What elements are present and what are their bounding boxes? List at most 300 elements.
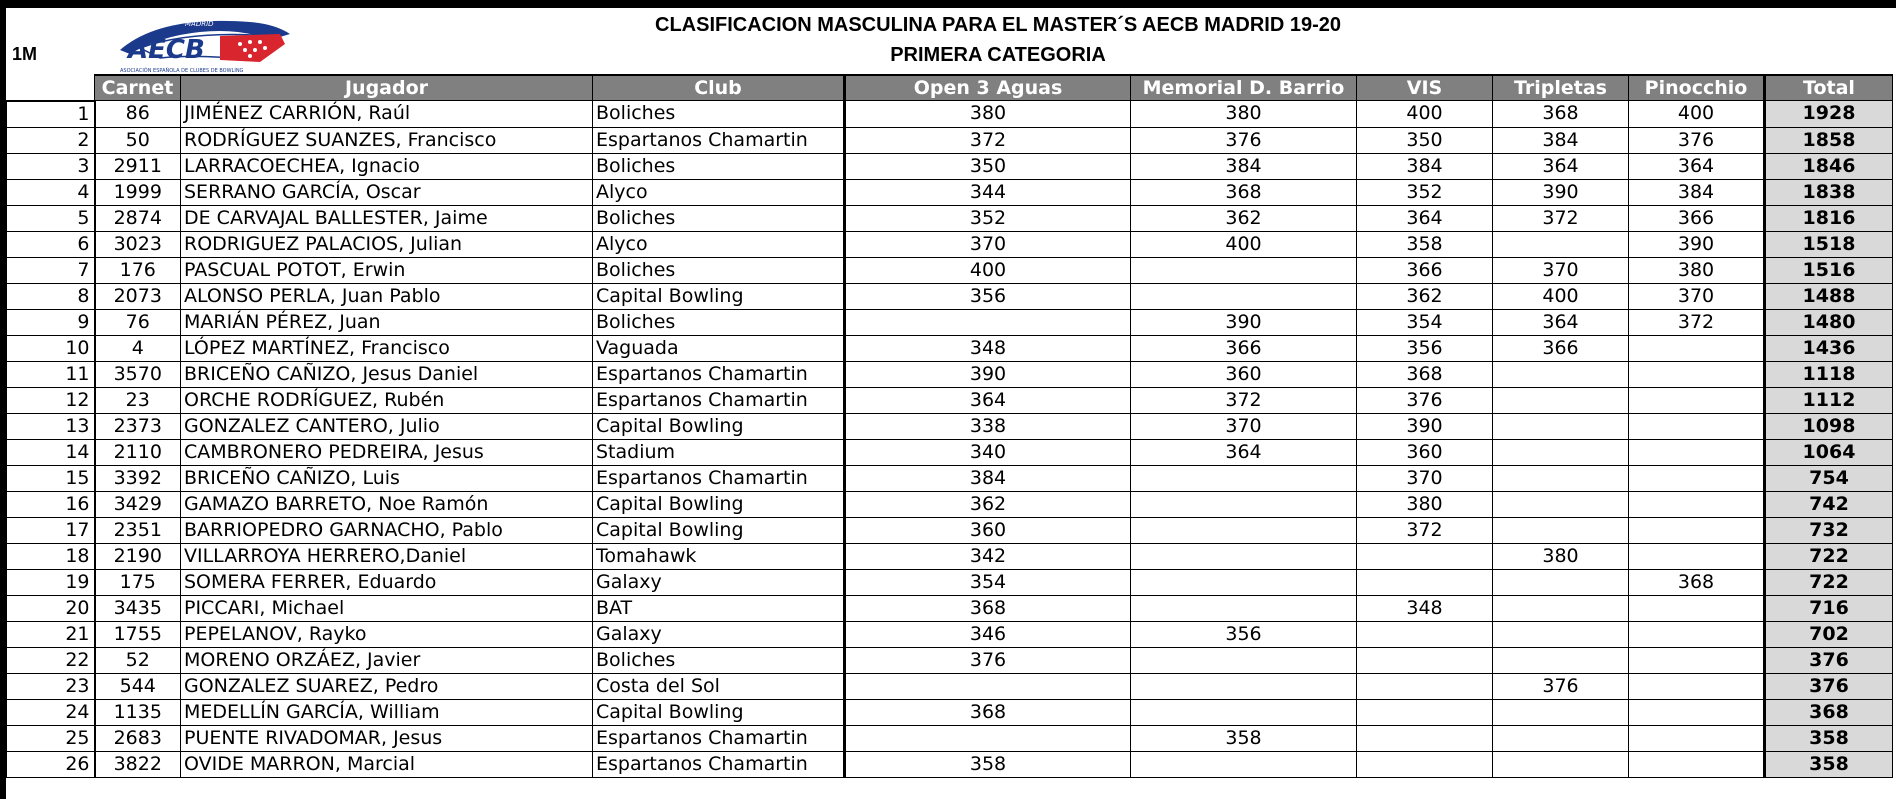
memorial-cell: 360 <box>1131 361 1357 387</box>
table-row <box>7 179 1893 205</box>
position-cell: 1 <box>7 101 95 128</box>
club-cell: Boliches <box>593 309 845 335</box>
total-cell: 732 <box>1765 517 1893 543</box>
total-cell: 376 <box>1765 673 1893 699</box>
table-row <box>7 517 1893 543</box>
position-cell: 26 <box>7 751 95 777</box>
total-cell: 1480 <box>1765 309 1893 335</box>
header-position <box>7 75 95 101</box>
carnet-cell: 2683 <box>95 725 181 751</box>
carnet-cell: 2373 <box>95 413 181 439</box>
table-row <box>7 335 1893 361</box>
carnet-cell: 3822 <box>95 751 181 777</box>
club-cell: Capital Bowling <box>593 283 845 309</box>
pinocchio-cell: 380 <box>1629 257 1765 283</box>
total-cell: 1098 <box>1765 413 1893 439</box>
table-row <box>7 699 1893 725</box>
open-3-aguas-cell <box>845 673 1131 699</box>
open-3-aguas-cell: 358 <box>845 751 1131 777</box>
open-3-aguas-cell: 346 <box>845 621 1131 647</box>
memorial-cell <box>1131 543 1357 569</box>
pinocchio-cell: 366 <box>1629 205 1765 231</box>
club-cell: Vaguada <box>593 335 845 361</box>
open-3-aguas-cell: 354 <box>845 569 1131 595</box>
table-row <box>7 491 1893 517</box>
open-3-aguas-cell: 384 <box>845 465 1131 491</box>
vis-cell: 390 <box>1357 413 1493 439</box>
player-cell: BARRIOPEDRO GARNACHO, Pablo <box>181 517 593 543</box>
player-cell: LÓPEZ MARTÍNEZ, Francisco <box>181 335 593 361</box>
open-3-aguas-cell: 350 <box>845 153 1131 179</box>
pinocchio-cell: 384 <box>1629 179 1765 205</box>
tripletas-cell <box>1493 231 1629 257</box>
memorial-cell: 368 <box>1131 179 1357 205</box>
memorial-cell <box>1131 491 1357 517</box>
memorial-cell: 400 <box>1131 231 1357 257</box>
pinocchio-cell <box>1629 647 1765 673</box>
pinocchio-cell <box>1629 413 1765 439</box>
tripletas-cell <box>1493 465 1629 491</box>
table-row <box>7 257 1893 283</box>
player-cell: ALONSO PERLA, Juan Pablo <box>181 283 593 309</box>
memorial-cell: 358 <box>1131 725 1357 751</box>
memorial-cell: 376 <box>1131 127 1357 153</box>
vis-cell <box>1357 621 1493 647</box>
header-jugador: Jugador <box>181 75 593 101</box>
carnet-cell: 86 <box>95 101 181 128</box>
carnet-cell: 3429 <box>95 491 181 517</box>
club-cell: Costa del Sol <box>593 673 845 699</box>
position-cell: 10 <box>7 335 95 361</box>
open-3-aguas-cell: 362 <box>845 491 1131 517</box>
table-row <box>7 439 1893 465</box>
position-cell: 23 <box>7 673 95 699</box>
memorial-cell <box>1131 699 1357 725</box>
total-cell: 754 <box>1765 465 1893 491</box>
carnet-cell: 50 <box>95 127 181 153</box>
open-3-aguas-cell: 400 <box>845 257 1131 283</box>
carnet-cell: 4 <box>95 335 181 361</box>
position-cell: 18 <box>7 543 95 569</box>
logo-text: AECB <box>128 35 205 65</box>
table-row <box>7 621 1893 647</box>
page-title: CLASIFICACION MASCULINA PARA EL MASTER´S AECB MADRID 19-20 <box>655 14 1341 36</box>
vis-cell: 384 <box>1357 153 1493 179</box>
position-cell: 7 <box>7 257 95 283</box>
vis-cell <box>1357 673 1493 699</box>
table-row <box>7 387 1893 413</box>
total-cell: 722 <box>1765 569 1893 595</box>
tripletas-cell <box>1493 569 1629 595</box>
logo-tagline: ASOCIACIÓN ESPAÑOLA DE CLUBES DE BOWLING <box>120 68 244 74</box>
total-cell: 1064 <box>1765 439 1893 465</box>
vis-cell <box>1357 725 1493 751</box>
tripletas-cell: 376 <box>1493 673 1629 699</box>
carnet-cell: 3435 <box>95 595 181 621</box>
position-cell: 15 <box>7 465 95 491</box>
open-3-aguas-cell: 370 <box>845 231 1131 257</box>
header-open-3-aguas: Open 3 Aguas <box>845 75 1131 101</box>
table-header-row <box>7 75 1893 101</box>
pinocchio-cell <box>1629 361 1765 387</box>
pinocchio-cell <box>1629 751 1765 777</box>
carnet-cell: 175 <box>95 569 181 595</box>
tripletas-cell <box>1493 387 1629 413</box>
table-row <box>7 413 1893 439</box>
vis-cell: 376 <box>1357 387 1493 413</box>
vis-cell: 360 <box>1357 439 1493 465</box>
carnet-cell: 23 <box>95 387 181 413</box>
table-row <box>7 569 1893 595</box>
player-cell: PUENTE RIVADOMAR, Jesus <box>181 725 593 751</box>
carnet-cell: 1135 <box>95 699 181 725</box>
vis-cell <box>1357 647 1493 673</box>
position-cell: 11 <box>7 361 95 387</box>
total-cell: 702 <box>1765 621 1893 647</box>
table-row <box>7 751 1893 777</box>
open-3-aguas-cell: 342 <box>845 543 1131 569</box>
club-cell: Galaxy <box>593 621 845 647</box>
vis-cell: 380 <box>1357 491 1493 517</box>
player-cell: PICCARI, Michael <box>181 595 593 621</box>
player-cell: MORENO ORZÁEZ, Javier <box>181 647 593 673</box>
total-cell: 1118 <box>1765 361 1893 387</box>
player-cell: OVIDE MARRON, Marcial <box>181 751 593 777</box>
total-cell: 716 <box>1765 595 1893 621</box>
pinocchio-cell <box>1629 335 1765 361</box>
open-3-aguas-cell: 352 <box>845 205 1131 231</box>
player-cell: VILLARROYA HERRERO,Daniel <box>181 543 593 569</box>
vis-cell: 370 <box>1357 465 1493 491</box>
player-cell: RODRIGUEZ PALACIOS, Julian <box>181 231 593 257</box>
table-row <box>7 465 1893 491</box>
player-cell: SERRANO GARCÍA, Oscar <box>181 179 593 205</box>
header-club: Club <box>593 75 845 101</box>
open-3-aguas-cell: 344 <box>845 179 1131 205</box>
header-memorial: Memorial D. Barrio <box>1131 75 1357 101</box>
vis-cell <box>1357 543 1493 569</box>
pinocchio-cell <box>1629 439 1765 465</box>
tripletas-cell <box>1493 413 1629 439</box>
player-cell: PASCUAL POTOT, Erwin <box>181 257 593 283</box>
open-3-aguas-cell: 380 <box>845 101 1131 128</box>
club-cell: Capital Bowling <box>593 491 845 517</box>
position-cell: 24 <box>7 699 95 725</box>
total-cell: 368 <box>1765 699 1893 725</box>
pinocchio-cell: 364 <box>1629 153 1765 179</box>
tripletas-cell <box>1493 725 1629 751</box>
player-cell: BRICEÑO CAÑIZO, Luis <box>181 465 593 491</box>
memorial-cell: 372 <box>1131 387 1357 413</box>
tripletas-cell <box>1493 361 1629 387</box>
memorial-cell: 390 <box>1131 309 1357 335</box>
position-cell: 17 <box>7 517 95 543</box>
player-cell: GONZALEZ CANTERO, Julio <box>181 413 593 439</box>
position-cell: 19 <box>7 569 95 595</box>
pinocchio-cell <box>1629 595 1765 621</box>
tripletas-cell: 384 <box>1493 127 1629 153</box>
total-cell: 1858 <box>1765 127 1893 153</box>
carnet-cell: 2110 <box>95 439 181 465</box>
vis-cell: 358 <box>1357 231 1493 257</box>
table-row <box>7 361 1893 387</box>
club-cell: Capital Bowling <box>593 517 845 543</box>
carnet-cell: 1755 <box>95 621 181 647</box>
club-cell: Boliches <box>593 101 845 128</box>
club-cell: Espartanos Chamartin <box>593 465 845 491</box>
memorial-cell <box>1131 751 1357 777</box>
memorial-cell: 362 <box>1131 205 1357 231</box>
position-cell: 2 <box>7 127 95 153</box>
header-pinocchio: Pinocchio <box>1629 75 1765 101</box>
total-cell: 358 <box>1765 751 1893 777</box>
pinocchio-cell <box>1629 491 1765 517</box>
position-cell: 20 <box>7 595 95 621</box>
position-cell: 8 <box>7 283 95 309</box>
club-cell: Espartanos Chamartin <box>593 751 845 777</box>
club-cell: Capital Bowling <box>593 699 845 725</box>
vis-cell: 348 <box>1357 595 1493 621</box>
carnet-cell: 2190 <box>95 543 181 569</box>
header-vis: VIS <box>1357 75 1493 101</box>
club-cell: BAT <box>593 595 845 621</box>
total-cell: 722 <box>1765 543 1893 569</box>
tripletas-cell <box>1493 517 1629 543</box>
pinocchio-cell <box>1629 517 1765 543</box>
total-cell: 358 <box>1765 725 1893 751</box>
tripletas-cell <box>1493 699 1629 725</box>
pinocchio-cell <box>1629 725 1765 751</box>
position-cell: 13 <box>7 413 95 439</box>
total-cell: 1436 <box>1765 335 1893 361</box>
total-cell: 1838 <box>1765 179 1893 205</box>
player-cell: ORCHE RODRÍGUEZ, Rubén <box>181 387 593 413</box>
player-cell: DE CARVAJAL BALLESTER, Jaime <box>181 205 593 231</box>
position-cell: 5 <box>7 205 95 231</box>
position-cell: 22 <box>7 647 95 673</box>
player-cell: SOMERA FERRER, Eduardo <box>181 569 593 595</box>
pinocchio-cell <box>1629 673 1765 699</box>
page-subtitle: PRIMERA CATEGORIA <box>890 44 1106 66</box>
player-cell: MARIÁN PÉREZ, Juan <box>181 309 593 335</box>
open-3-aguas-cell: 360 <box>845 517 1131 543</box>
carnet-cell: 2911 <box>95 153 181 179</box>
player-cell: CAMBRONERO PEDREIRA, Jesus <box>181 439 593 465</box>
table-row <box>7 309 1893 335</box>
memorial-cell: 356 <box>1131 621 1357 647</box>
tripletas-cell <box>1493 439 1629 465</box>
carnet-cell: 544 <box>95 673 181 699</box>
tripletas-cell: 368 <box>1493 101 1629 128</box>
club-cell: Espartanos Chamartin <box>593 127 845 153</box>
carnet-cell: 3570 <box>95 361 181 387</box>
table-row <box>7 127 1893 153</box>
memorial-cell <box>1131 517 1357 543</box>
club-cell: Espartanos Chamartin <box>593 387 845 413</box>
total-cell: 1928 <box>1765 101 1893 128</box>
open-3-aguas-cell <box>845 309 1131 335</box>
open-3-aguas-cell: 368 <box>845 595 1131 621</box>
total-cell: 1846 <box>1765 153 1893 179</box>
vis-cell: 400 <box>1357 101 1493 128</box>
carnet-cell: 2351 <box>95 517 181 543</box>
memorial-cell <box>1131 595 1357 621</box>
memorial-cell <box>1131 673 1357 699</box>
pinocchio-cell: 370 <box>1629 283 1765 309</box>
tripletas-cell: 390 <box>1493 179 1629 205</box>
player-cell: GONZALEZ SUAREZ, Pedro <box>181 673 593 699</box>
open-3-aguas-cell <box>845 725 1131 751</box>
pinocchio-cell: 390 <box>1629 231 1765 257</box>
header-tripletas: Tripletas <box>1493 75 1629 101</box>
tripletas-cell <box>1493 647 1629 673</box>
carnet-cell: 2073 <box>95 283 181 309</box>
pinocchio-cell <box>1629 543 1765 569</box>
table-row <box>7 725 1893 751</box>
carnet-cell: 3392 <box>95 465 181 491</box>
carnet-cell: 1999 <box>95 179 181 205</box>
position-cell: 12 <box>7 387 95 413</box>
total-cell: 376 <box>1765 647 1893 673</box>
vis-cell: 350 <box>1357 127 1493 153</box>
open-3-aguas-cell: 376 <box>845 647 1131 673</box>
total-cell: 1112 <box>1765 387 1893 413</box>
tripletas-cell: 366 <box>1493 335 1629 361</box>
player-cell: PEPELANOV, Rayko <box>181 621 593 647</box>
club-cell: Alyco <box>593 231 845 257</box>
header-total: Total <box>1765 75 1893 101</box>
ranking-table <box>6 74 1893 778</box>
position-cell: 4 <box>7 179 95 205</box>
position-cell: 14 <box>7 439 95 465</box>
player-cell: BRICEÑO CAÑIZO, Jesus Daniel <box>181 361 593 387</box>
carnet-cell: 76 <box>95 309 181 335</box>
total-cell: 1518 <box>1765 231 1893 257</box>
tripletas-cell: 370 <box>1493 257 1629 283</box>
table-row <box>7 231 1893 257</box>
player-cell: MEDELLÍN GARCÍA, William <box>181 699 593 725</box>
position-cell: 9 <box>7 309 95 335</box>
vis-cell: 362 <box>1357 283 1493 309</box>
tripletas-cell: 380 <box>1493 543 1629 569</box>
club-cell: Galaxy <box>593 569 845 595</box>
tripletas-cell: 400 <box>1493 283 1629 309</box>
tripletas-cell: 372 <box>1493 205 1629 231</box>
position-cell: 25 <box>7 725 95 751</box>
pinocchio-cell <box>1629 387 1765 413</box>
club-cell: Espartanos Chamartin <box>593 361 845 387</box>
memorial-cell: 364 <box>1131 439 1357 465</box>
memorial-cell <box>1131 569 1357 595</box>
club-cell: Tomahawk <box>593 543 845 569</box>
table-row <box>7 101 1893 128</box>
position-cell: 21 <box>7 621 95 647</box>
tripletas-cell <box>1493 595 1629 621</box>
club-cell: Boliches <box>593 205 845 231</box>
player-cell: JIMÉNEZ CARRIÓN, Raúl <box>181 101 593 128</box>
club-cell: Alyco <box>593 179 845 205</box>
table-row <box>7 153 1893 179</box>
club-cell: Espartanos Chamartin <box>593 725 845 751</box>
player-cell: RODRÍGUEZ SUANZES, Francisco <box>181 127 593 153</box>
memorial-cell <box>1131 647 1357 673</box>
carnet-cell: 2874 <box>95 205 181 231</box>
vis-cell: 368 <box>1357 361 1493 387</box>
vis-cell: 366 <box>1357 257 1493 283</box>
carnet-cell: 3023 <box>95 231 181 257</box>
table-row <box>7 595 1893 621</box>
memorial-cell: 384 <box>1131 153 1357 179</box>
carnet-cell: 52 <box>95 647 181 673</box>
pinocchio-cell: 400 <box>1629 101 1765 128</box>
player-cell: GAMAZO BARRETO, Noe Ramón <box>181 491 593 517</box>
memorial-cell: 370 <box>1131 413 1357 439</box>
header-carnet: Carnet <box>95 75 181 101</box>
vis-cell: 356 <box>1357 335 1493 361</box>
memorial-cell <box>1131 283 1357 309</box>
open-3-aguas-cell: 390 <box>845 361 1131 387</box>
pinocchio-cell <box>1629 621 1765 647</box>
tripletas-cell: 364 <box>1493 309 1629 335</box>
total-cell: 1516 <box>1765 257 1893 283</box>
vis-cell: 354 <box>1357 309 1493 335</box>
pinocchio-cell: 376 <box>1629 127 1765 153</box>
memorial-cell <box>1131 257 1357 283</box>
vis-cell: 372 <box>1357 517 1493 543</box>
open-3-aguas-cell: 372 <box>845 127 1131 153</box>
position-cell: 6 <box>7 231 95 257</box>
memorial-cell: 366 <box>1131 335 1357 361</box>
logo-madrid: MADRID <box>185 20 214 28</box>
position-cell: 3 <box>7 153 95 179</box>
sheet-id: 1M <box>12 44 38 64</box>
carnet-cell: 176 <box>95 257 181 283</box>
vis-cell: 364 <box>1357 205 1493 231</box>
pinocchio-cell: 372 <box>1629 309 1765 335</box>
vis-cell <box>1357 751 1493 777</box>
table-row <box>7 543 1893 569</box>
total-cell: 742 <box>1765 491 1893 517</box>
memorial-cell <box>1131 465 1357 491</box>
club-cell: Boliches <box>593 647 845 673</box>
table-row <box>7 647 1893 673</box>
total-cell: 1816 <box>1765 205 1893 231</box>
open-3-aguas-cell: 368 <box>845 699 1131 725</box>
player-cell: LARRACOECHEA, Ignacio <box>181 153 593 179</box>
open-3-aguas-cell: 338 <box>845 413 1131 439</box>
club-cell: Stadium <box>593 439 845 465</box>
pinocchio-cell <box>1629 699 1765 725</box>
vis-cell: 352 <box>1357 179 1493 205</box>
open-3-aguas-cell: 364 <box>845 387 1131 413</box>
club-cell: Boliches <box>593 153 845 179</box>
open-3-aguas-cell: 340 <box>845 439 1131 465</box>
pinocchio-cell: 368 <box>1629 569 1765 595</box>
tripletas-cell <box>1493 491 1629 517</box>
club-cell: Capital Bowling <box>593 413 845 439</box>
total-cell: 1488 <box>1765 283 1893 309</box>
open-3-aguas-cell: 356 <box>845 283 1131 309</box>
open-3-aguas-cell: 348 <box>845 335 1131 361</box>
pinocchio-cell <box>1629 465 1765 491</box>
tripletas-cell <box>1493 621 1629 647</box>
tripletas-cell: 364 <box>1493 153 1629 179</box>
position-cell: 16 <box>7 491 95 517</box>
tripletas-cell <box>1493 751 1629 777</box>
table-row <box>7 205 1893 231</box>
table-row <box>7 673 1893 699</box>
memorial-cell: 380 <box>1131 101 1357 128</box>
